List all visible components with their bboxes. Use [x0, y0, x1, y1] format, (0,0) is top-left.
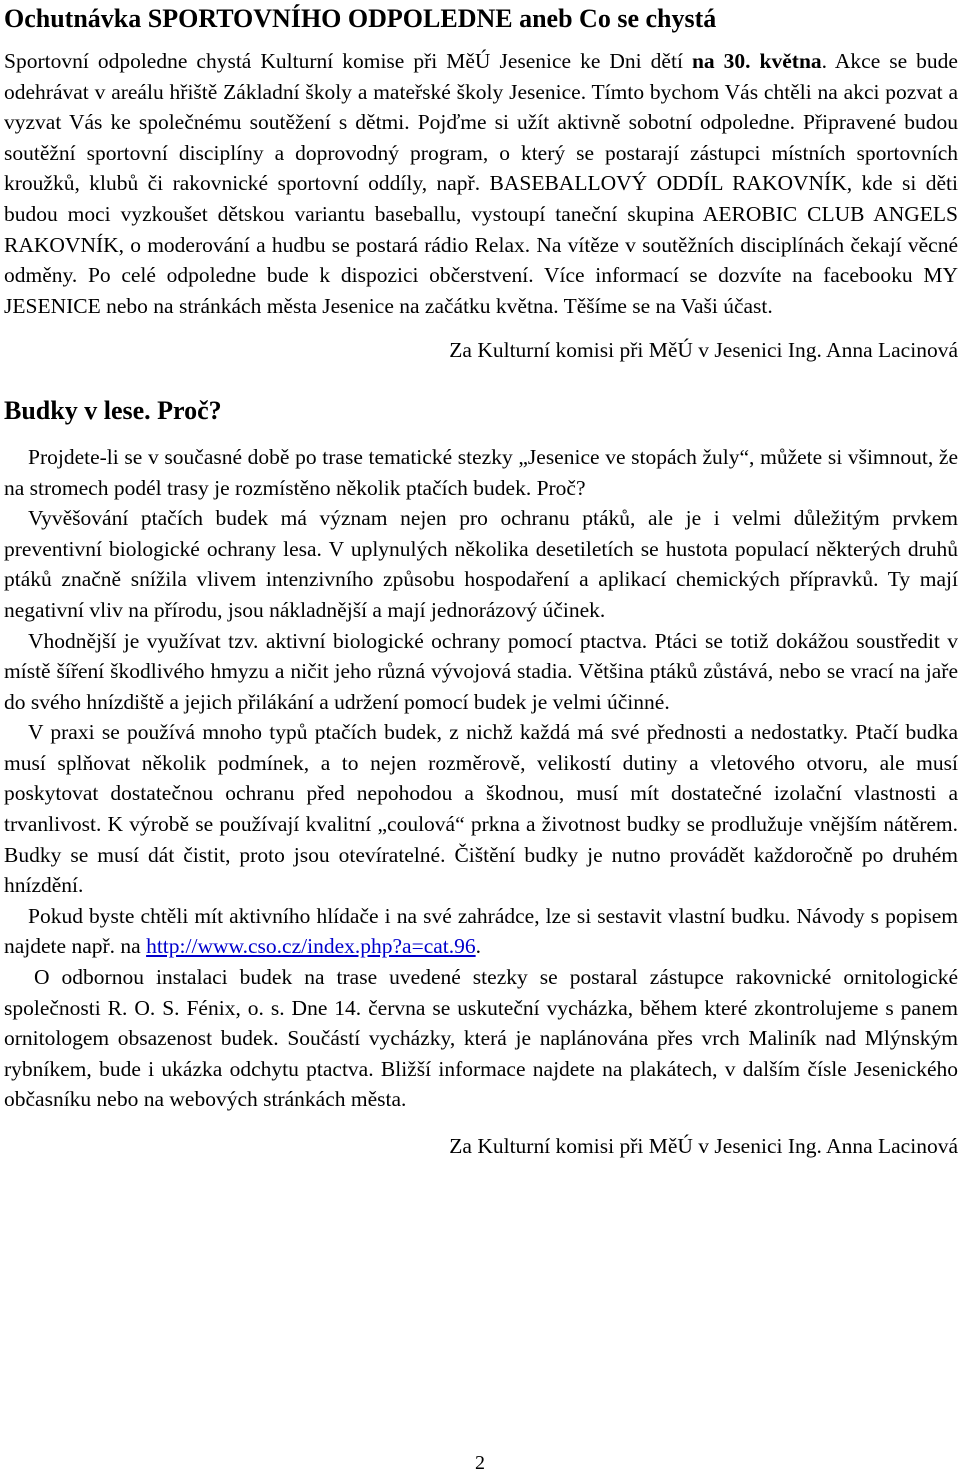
page-number: 2	[475, 1452, 485, 1474]
sport-body-text: . Akce se bude odehrávat v areálu hřiště Základní školy a mateřské školy Jesenice. Tímto bychom Vás chtěli na akci pozvat a vyzvat Vás ke společnému soutěžení s dětmi. Pojďme si užít aktivně sobotní odpoledne. Připravené budou soutěžní sportovní disciplíny a doprovodný program, o který se postarají zástupci místních sportovních kroužků, klubů či rakovnické sportovní oddíly, např. BASEBALLOVÝ ODDÍL RAKOVNÍK, kde si děti budou moci vyzkoušet dětskou variantu baseballu, vystoupí taneční skupina AEROBIC CLUB ANGELS RAKOVNÍK, o moderování a hudbu se postará rádio Relax. Na vítěze v soutěžních disciplínách čekají věcné odměny. Po celé odpoledne bude k dispozici občerstvení. Více informací se dozvíte na facebooku MY JESENICE nebo na stránkách města Jesenice na začátku května. Těšíme se na Vaši účast.	[4, 49, 958, 318]
article-sport-paragraph	[4, 46, 958, 321]
bird-boxes-paragraph-1: Projdete-li se v současné době po trase tematické stezky „Jesenice ve stopách žuly“, můžete si všimnout, že na stromech podél trasy je rozmístěno několik ptačích budek. Proč?	[4, 444, 958, 500]
bird-boxes-paragraph-5	[4, 901, 958, 962]
article-title-bird-boxes: Budky v lese. Proč?	[4, 395, 222, 425]
newsletter-page	[4, 0, 958, 1162]
bird-boxes-paragraph-4: V praxi se používá mnoho typů ptačích budek, z nichž každá má své přednosti a nedostatky. Ptačí budka musí splňovat několik podmínek, a to nejen rozměrově, velikostí dutiny a vletového otvoru, ale musí poskytovat dostatečnou ochranu před nepohodou a škodnou, musí mít dostatečné izolační vlastnosti a trvanlivost. K výrobě se používají kvalitní „coulová“ prkna a životnost budky se prodlužuje vnějším nátěrem. Budky se musí dát čistit, proto jsou otevíratelné. Čištění budky je nutno provádět každoročně po druhém hnízdění.	[4, 720, 958, 898]
bird-boxes-paragraph-2: Vyvěšování ptačích budek má význam nejen pro ochranu ptáků, ale je i velmi důležitým prvkem preventivní biologické ochrany lesa. V uplynulých několika desetiletích se hustota populací některých druhů ptáků značně snížila vlivem intenzivního způsobu hospodaření a aplikací chemických přípravků. Ty mají negativní vliv na přírodu, jsou nákladnější a mají jednorázový účinek.	[4, 506, 958, 622]
bird-boxes-paragraph-3: Vhodnější je využívat tzv. aktivní biologické ochrany pomocí ptactva. Ptáci se totiž dokážou soustředit v místě šíření škodlivého hmyzu a ničit jeho různá vývojová stadia. Většina ptáků zůstává, nebo se vrací na jaře do svého hnízdiště a jejich přilákání a udržení pomocí budek je velmi účinné.	[4, 628, 958, 714]
bird-boxes-p5-text: Pokud byste chtěli mít aktivního hlídače i na své zahrádce, lze si sestavit vlastní budku. Návody s popisem najdete např. na	[4, 903, 958, 959]
article-sport-signature: Za Kulturní komisi při MěÚ v Jesenici Ing. Anna Lacinová	[449, 338, 958, 363]
bird-boxes-paragraph-6: O odbornou instalaci budek na trase uvedené stezky se postaral zástupce rakovnické ornitologické společnosti R. O. S. Fénix, o. s. Dne 14. června se uskuteční vycházka, během které zkontrolujeme s panem ornitologem obsazenost budek. Součástí vycházky, která je naplánována přes vrch Maliník nad Mlýnským rybníkem, bude i ukázka odchytu ptactva. Bližší informace najdete na plakátech, v dalším čísle Jesenického občasníku nebo na webových stránkách města.	[4, 965, 958, 1112]
cso-link[interactable]: http://www.cso.cz/index.php?a=cat.96	[146, 934, 476, 959]
bird-boxes-p5-end: .	[475, 934, 482, 959]
article-bird-boxes-signature: Za Kulturní komisi při MěÚ v Jesenici Ing. Anna Lacinová	[449, 1134, 958, 1158]
sport-intro-text: Sportovní odpoledne chystá Kulturní komise při MěÚ Jesenice ke Dni dětí	[4, 49, 692, 73]
event-date: na 30. května	[691, 49, 822, 73]
article-title-sport-afternoon: Ochutnávka SPORTOVNÍHO ODPOLEDNE aneb Co se chystá	[4, 4, 717, 33]
